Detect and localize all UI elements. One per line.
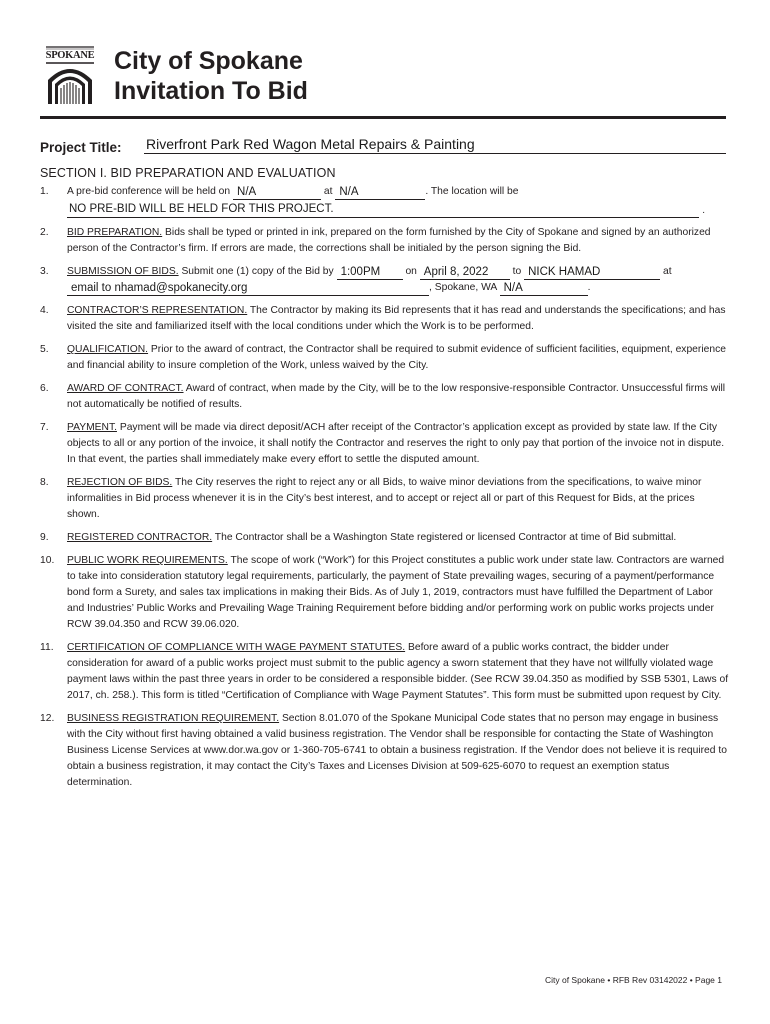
item-text: , Spokane, WA bbox=[429, 282, 497, 293]
bid-items-list bbox=[40, 184, 730, 798]
page-title-doc: Invitation To Bid bbox=[114, 77, 308, 105]
project-title-value: Riverfront Park Red Wagon Metal Repairs & Painting bbox=[146, 136, 475, 152]
item-text: Prior to the award of contract, the Contractor shall be required to submit evidence of sufficient facilities, equipment, experience and financial ability to insure completion of the Work, unless waived by the City. bbox=[67, 344, 726, 371]
page-footer: City of Spokane • RFB Rev 03142022 • Page 1 bbox=[544, 975, 722, 985]
item-6-award-of-contract bbox=[40, 381, 730, 413]
item-text: Award of contract, when made by the City, will be to the low responsive-responsible Contractor. Unsuccessful firms will not automatically be notified of results. bbox=[67, 383, 726, 410]
submission-zip-field[interactable] bbox=[500, 282, 588, 296]
item-number: 9. bbox=[40, 532, 49, 543]
submission-time-value: 1:00PM bbox=[340, 266, 381, 278]
item-text: The Contractor by making its Bid represents that it has read and understands the specifications; and has visited the site and familiarized itself with the local conditions under which the Work is to be performed. bbox=[67, 305, 726, 332]
prebid-time-field[interactable] bbox=[335, 186, 425, 200]
item-number: 5. bbox=[40, 344, 49, 355]
item-number: 3. bbox=[40, 266, 49, 277]
item-heading: REGISTERED CONTRACTOR. bbox=[67, 532, 213, 543]
item-heading: BID PREPARATION. bbox=[67, 227, 163, 238]
item-number: 1. bbox=[40, 186, 49, 197]
submission-date-value: April 8, 2022 bbox=[423, 266, 489, 278]
page-title-city: City of Spokane bbox=[114, 47, 303, 75]
prebid-location-field[interactable] bbox=[67, 202, 705, 218]
prebid-date-field[interactable] bbox=[233, 186, 321, 200]
item-7-payment bbox=[40, 420, 730, 468]
logo-text: SPOKANE bbox=[45, 50, 95, 61]
item-number: 11. bbox=[40, 642, 54, 653]
city-logo bbox=[44, 44, 96, 106]
item-number: 4. bbox=[40, 305, 49, 316]
header-divider bbox=[40, 116, 726, 119]
project-title-field[interactable] bbox=[144, 136, 726, 154]
item-number: 7. bbox=[40, 422, 49, 433]
item-4-contractor-representation bbox=[40, 303, 730, 335]
item-number: 12. bbox=[40, 713, 55, 724]
item-text: The Contractor shall be a Washington State registered or licensed Contractor at time of Bid submittal. bbox=[212, 532, 677, 543]
project-title-row bbox=[40, 136, 726, 158]
item-3-submission bbox=[40, 264, 730, 296]
item-heading: AWARD OF CONTRACT. bbox=[67, 383, 184, 394]
prebid-time-value: N/A bbox=[339, 186, 359, 198]
item-9-registered-contractor bbox=[40, 530, 730, 546]
item-number: 10. bbox=[40, 555, 55, 566]
submission-address-field[interactable] bbox=[67, 282, 429, 296]
item-12-business-registration bbox=[40, 711, 730, 791]
prebid-location-value: NO PRE-BID WILL BE HELD FOR THIS PROJECT. bbox=[69, 203, 334, 215]
item-10-public-work-requirements bbox=[40, 553, 730, 633]
item-text: on bbox=[405, 266, 417, 277]
item-text: . The location will be bbox=[425, 186, 519, 197]
item-heading: REJECTION OF BIDS. bbox=[67, 477, 173, 488]
item-heading: PUBLIC WORK REQUIREMENTS. bbox=[67, 555, 228, 566]
item-text: Before award of a public works contract, the bidder under consideration for award of a public works project must submit to the public agency a sworn statement that they have not willfully violated wage payment laws within the past three years in order to be considered a responsible bidder. (See RCW 39.04.350 as modified by SSB 5301, Laws of 2017, ch. 258.). This form is titled “Certification of Compliance with Wage Payment Statutes”. This form must be submitted upon request by City. bbox=[67, 642, 729, 701]
submission-address-value: email to nhamad@spokanecity.org bbox=[71, 282, 248, 294]
item-8-rejection-of-bids bbox=[40, 475, 730, 523]
item-heading: QUALIFICATION. bbox=[67, 344, 149, 355]
item-text: Section 8.01.070 of the Spokane Municipal Code states that no person may engage in business with the City without first having obtained a valid business registration. The Vendor shall be responsible for contacting the State of Washington Business License Services at www.dor.wa.gov or 1-360-705-6741 to obtain a business registration. If the Vendor does not believe it is required to obtain a business registration, it may contact the City’s Taxes and Licenses Division at 509-625-6070 to request an exemption status determination. bbox=[67, 713, 727, 788]
submission-time-field[interactable] bbox=[337, 266, 403, 280]
item-heading: CERTIFICATION OF COMPLIANCE WITH WAGE PAYMENT STATUTES. bbox=[67, 642, 406, 653]
item-text: to bbox=[512, 266, 522, 277]
submission-zip-value: N/A bbox=[503, 282, 523, 294]
item-number: 8. bbox=[40, 477, 49, 488]
item-text: The City reserves the right to reject any or all Bids, to waive minor deviations from the specifications, to waive minor informalities in Bid process whenever it is in the City’s best interest, and to accept or reject all or part of this Request for Bids, at the prices shown. bbox=[67, 477, 702, 520]
title-block bbox=[114, 46, 308, 106]
submission-date-field[interactable] bbox=[420, 266, 510, 280]
item-number: 6. bbox=[40, 383, 49, 394]
item-2-bid-preparation bbox=[40, 225, 730, 257]
item-text: at bbox=[663, 266, 672, 277]
item-text: Payment will be made via direct deposit/ACH after receipt of the Contractor’s application except as provided by state law. If the City objects to all or any portion of the invoice, it shall notify the Contractor and reserves the right to only pay that portion of the invoice not in dispute. In that event, the parties shall immediately make every effort to settle the disputed amount. bbox=[67, 422, 725, 465]
item-heading: SUBMISSION OF BIDS. bbox=[67, 266, 179, 277]
item-1-prebid-conference bbox=[40, 184, 730, 218]
item-heading: PAYMENT. bbox=[67, 422, 117, 433]
item-text: The scope of work (“Work”) for this Project constitutes a public work under state law. Contractors are warned to take into consideration statutory legal requirements, particularly, the payment of State prevailing wages, securing of a payment/performance bond form a Surety, and sales tax implications in making their Bids. As of July 1, 2019, contractors must have fulfilled the Department of Labor and Industries’ Public Works and Prevailing Wage Training Requirement before bidding and/or performing work on public works projects under RCW 39.04.350 and RCW 39.06.020. bbox=[67, 555, 725, 630]
page-header bbox=[44, 44, 726, 118]
submission-recipient-field[interactable] bbox=[524, 266, 660, 280]
item-text: A pre-bid conference will be held on bbox=[67, 186, 231, 197]
item-number: 2. bbox=[40, 227, 49, 238]
period: . bbox=[702, 205, 705, 216]
item-heading: CONTRACTOR’S REPRESENTATION. bbox=[67, 305, 248, 316]
item-5-qualification bbox=[40, 342, 730, 374]
item-heading: BUSINESS REGISTRATION REQUIREMENT. bbox=[67, 713, 280, 724]
item-text: . bbox=[587, 282, 591, 293]
section-title: SECTION I. BID PREPARATION AND EVALUATION bbox=[40, 166, 336, 180]
submission-recipient-value: NICK HAMAD bbox=[528, 266, 601, 278]
item-11-wage-compliance bbox=[40, 640, 730, 704]
item-text: Submit one (1) copy of the Bid by bbox=[178, 266, 334, 277]
project-title-label: Project Title: bbox=[40, 140, 122, 155]
item-text: Bids shall be typed or printed in ink, prepared on the form furnished by the City of Spokane and signed by an authorized person of the Contractor’s firm. If errors are made, the corrections shall be initialed by the person signing the Bid. bbox=[67, 227, 711, 254]
prebid-date-value: N/A bbox=[237, 186, 257, 198]
item-text: at bbox=[323, 186, 333, 197]
